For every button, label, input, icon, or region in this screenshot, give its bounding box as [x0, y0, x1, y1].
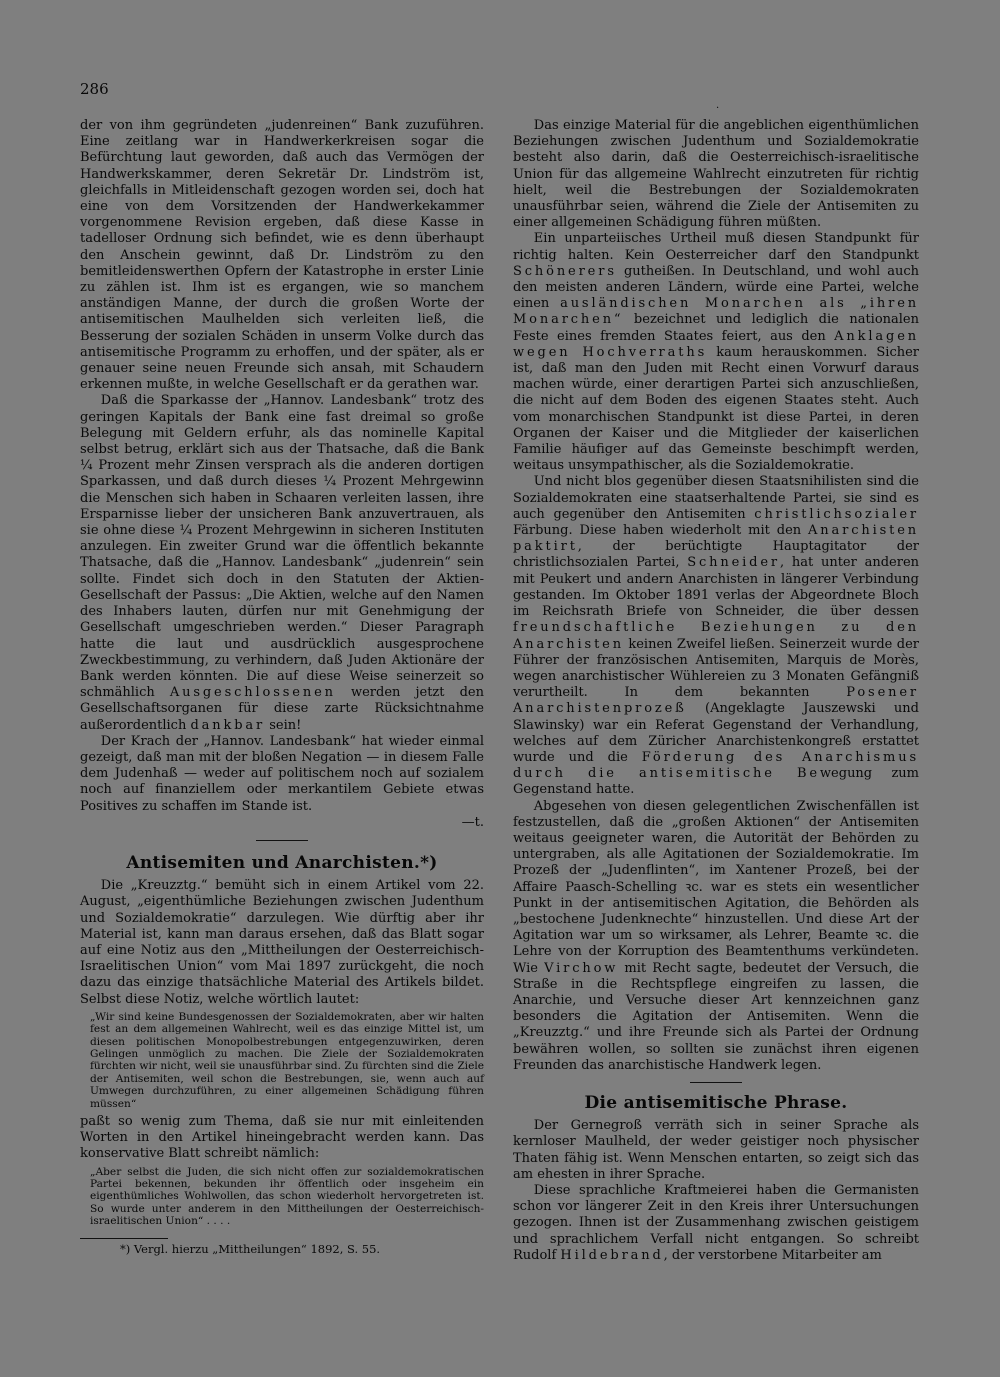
left-column [80, 118, 484, 1256]
right-column [513, 118, 919, 1264]
paragraph: der von ihm gegründeten „judenreinen“ Bank zuzuführen. Eine zeitlang war in Handwerkerkreisen sogar die Befürchtung laut geworden, daß auch das Vermögen der Handwerkskammer, deren Sekretär Dr. Lindström ist, gleichfalls in Mitleidenschaft gezogen worden sei, doch hat eine von dem Vorsitzenden der Handwerkekammer vorgenommene Revision ergeben, daß diese Kasse in tadelloser Ordnung sich befindet, wie es denn überhaupt den Anschein gewinnt, daß Dr. Lindström zu den bemitleidenswerthen Opfern der Katastrophe in erster Linie zu zählen ist. Ihm ist es ergangen, wie so manchem anständigen Manne, der durch die großen Worte der antisemitischen Maulhelden sich verleiten ließ, die Besserung der sozialen Schäden in unserm Volke durch das antisemitische Programm zu erhoffen, und der später, als er genauer seine neuen Freunde sich ansah, mit Schaudern erkennen mußte, in welche Gesellschaft er da gerathen war. [80, 118, 484, 393]
paragraph: Der Krach der „Hannov. Landesbank“ hat wieder einmal gezeigt, daß man mit der bloßen Negation — in diesem Falle dem Judenhaß — weder auf politischem noch auf sozialem noch auf finanziellem oder merkantilem Gebiete etwas Positives zu schaffen im Stande ist. [80, 733, 484, 814]
divider [256, 840, 308, 841]
block-quote: „Wir sind keine Bundesgenossen der Sozialdemokraten, aber wir halten fest an dem allgemeinen Wahlrecht, weil es das einzige Mittel ist, um diesen politischen Monopolbestrebungen entgegenzuwirken, deren Gelingen unmöglich zu machen. Die Ziele der Sozialdemokraten fürchten wir nicht, weil sie unausführbar sind. Zu fürchten sind die Ziele der Antisemiten, weil schon die Bestrebungen, sie, wenn auch auf Umwegen durchzuführen, zu einer allgemeinen Schädigung führen müssen“ [90, 1010, 484, 1110]
page-number: 286 [80, 80, 109, 98]
article-heading: Die antisemitische Phrase. [584, 1092, 848, 1113]
paragraph: Das einzige Material für die angeblichen eigenthümlichen Beziehungen zwischen Judenthum und Sozialdemokratie besteht also darin, daß die Oesterreichisch-israelitische Union für das allgemeine Wahlrecht einzutreten für richtig hielt, weil die Bestrebungen der Sozialdemokraten unausführbar seien, während die Ziele der Antisemiten zu einer allgemeinen Schädigung führen müßten. [513, 118, 919, 231]
paragraph: paßt so wenig zum Thema, daß sie nur mit einleitenden Worten in den Artikel hineingebracht werden kann. Das konservative Blatt schreibt nämlich: [80, 1114, 484, 1162]
signature: —t. [461, 814, 484, 830]
paragraph: Ein unparteiisches Urtheil muß diesen Standpunkt für richtig halten. Kein Oesterreicher darf den Standpunkt Schönerers gutheißen. In Deutschland, und wohl auch den meisten anderen Ländern, würde eine Partei, welche einen ausländischen Monarchen als „ihren Monarchen“ bezeichnet und lediglich die nationalen Feste eines fremden Staates feiert, aus den Anklagen wegen Hochverraths kaum herauskommen. Sicher ist, daß man den Juden mit Recht einen Vorwurf daraus machen würde, einer derartigen Partei sich anzuschließen, die nicht auf dem Boden des eigenen Staates steht. Auch vom monarchischen Standpunkt ist diese Partei, in deren Organen der Kaiser und die Mitglieder der kaiserlichen Familie häufiger auf das Gemeinste beschimpft werden, weitaus unsympathischer, als die Sozialdemokratie. [513, 231, 920, 474]
divider [690, 1082, 742, 1083]
paragraph: Daß die Sparkasse der „Hannov. Landesbank“ trotz des geringen Kapitals der Bank eine fast dreimal so große Belegung mit Geldern erfuhr, als das nominelle Kapital selbst betrug, erklärt sich aus der Thatsache, daß die Bank ¼ Prozent mehr Zinsen versprach als die anderen dortigen Sparkassen, und daß durch dieses ¼ Prozent Mehrgewinn die Menschen sich haben in Schaaren verleiten lassen, ihre Ersparnisse lieber der unsicheren Bank anzuvertrauen, als sie ohne diese ¼ Prozent Mehrgewinn in sicheren Instituten anzulegen. Ein zweiter Grund war die öffentlich bekannte Thatsache, daß die „Hannov. Landesbank“ „judenrein“ sein sollte. Findet sich doch in den Statuten der Aktien-Gesellschaft der Passus: „Die Aktien, welche auf den Namen des Inhabers lauten, dürfen nur mit Genehmigung der Gesellschaft umgeschrieben werden.“ Dieser Paragraph hatte die laut und ausdrücklich ausgesprochene Zweckbestimmung, zu verhindern, daß Juden Aktionäre der Bank werden könnten. Die auf diese Weise seinerzeit so schmählich Ausgeschlossenen werden jetzt den Gesellschaftsorganen für diese zarte Rücksichtnahme außerordentlich dankbar sein! [80, 393, 484, 733]
article-heading: Antisemiten und Anarchisten.*) [126, 852, 438, 873]
paragraph: Die „Kreuzztg.“ bemüht sich in einem Artikel vom 22. August, „eigenthümliche Beziehungen zwischen Judenthum und Sozialdemokratie“ darzulegen. Wie dürftig aber ihr Material ist, kann man daraus ersehen, daß das Blatt sogar auf eine Notiz aus den „Mittheilungen der Oesterreichisch-Israelitischen Union“ vom Mai 1897 zurückgeht, die noch dazu das einzige thatsächliche Material des Artikels bildet. Selbst diese Notiz, welche wörtlich lautet: [80, 878, 484, 1007]
block-quote: „Aber selbst die Juden, die sich nicht offen zur sozialdemokratischen Partei bekennen, bekunden ihr öffentlich oder insgeheim ein eigenthümliches Wohlwollen, das schon wiederholt hervorgetreten ist. So wurde unter anderem in den Mittheilungen der Oesterreichisch-israelitischen Union“ . . . . [90, 1165, 484, 1228]
paragraph: Und nicht blos gegenüber diesen Staatsnihilisten sind die Sozialdemokraten eine staatserhaltende Partei, sie sind es auch gegenüber den Antisemiten christlichsozialer Färbung. Diese haben wiederholt mit den Anarchisten paktirt, der berüchtigte Hauptagitator der christlichsozialen Partei, Schneider, hat unter anderen mit Peukert und andern Anarchisten in längerer Verbindung gestanden. Im Oktober 1891 verlas der Abgeordnete Bloch im Reichsrath Briefe von Schneider, die über dessen freundschaftliche Beziehungen zu den Anarchisten keinen Zweifel ließen. Seinerzeit wurde der Führer der französischen Antisemiten, Marquis de Morès, wegen anarchistischer Wühlereien zu 3 Monaten Gefängniß verurtheilt. In dem bekannten Posener Anarchistenprozeß (Angeklagte Jauszewski und Slawinsky) war ein Referat Gegenstand der Verhandlung, welches auf dem Züricher Anarchistenkongreß erstattet wurde und die Förderung des Anarchismus durch die antisemitische Bewegung zum Gegenstand hatte. [513, 474, 920, 798]
paragraph: Abgesehen von diesen gelegentlichen Zwischenfällen ist festzustellen, daß die „großen Aktionen“ der Antisemiten weitaus geeigneter waren, die Autorität der Behörden zu untergraben, als alle Agitationen der Sozialdemokratie. Im Prozeß der „Judenflinten“, im Xantener Prozeß, bei der Affaire Paasch-Schelling ꝛc. war es stets ein wesentlicher Punkt in der antisemitischen Agitation, die Behörden als „bestochene Judenknechte“ hinzustellen. Und diese Art der Agitation war um so wirksamer, als Lehrer, Beamte ꝛc. die Lehre von der Korruption des Beamtenthums verkündeten. Wie Virchow mit Recht sagte, bedeutet der Versuch, die Straße in die Rechtspflege eingreifen zu lassen, die Anarchie, und Versuche dieser Art kennzeichnen ganz besonders die Agitation der Antisemiten. Wenn die „Kreuzztg.“ und ihre Freunde sich als Partei der Ordnung bewähren wollen, so sollten sie zunächst ihren eigenen Freunden das anarchistische Handwerk legen. [513, 798, 919, 1073]
footnote: *) Vergl. hierzu „Mittheilungen“ 1892, S. 55. [120, 1241, 381, 1256]
paragraph: Diese sprachliche Kraftmeierei haben die Germanisten schon vor längerer Zeit in den Kreis ihrer Untersuchungen gezogen. Ihnen ist der Zusammenhang zwischen geistigem und sprachlichem Verfall nicht entgangen. So schreibt Rudolf Hildebrand, der verstorbene Mitarbeiter am [513, 1183, 919, 1263]
footnote-rule [80, 1238, 168, 1239]
paragraph: Der Gernegroß verräth sich in seiner Sprache als kernloser Maulheld, der weder geistiger noch physischer Thaten fähig ist. Wenn Menschen entarten, so zeigt sich das am ehesten in ihrer Sprache. [513, 1118, 919, 1182]
printer-mark: . [716, 100, 720, 111]
